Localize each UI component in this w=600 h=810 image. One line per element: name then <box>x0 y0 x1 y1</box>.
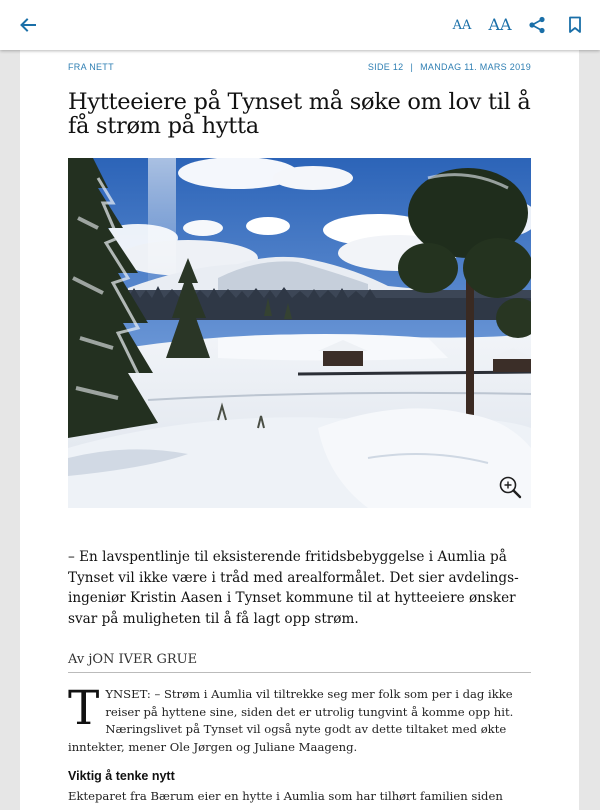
font-small-label: AA <box>452 17 472 33</box>
byline: Av jON IVER GRUE <box>68 652 531 673</box>
section-label: FRA NETT <box>68 62 114 72</box>
font-size-large-icon <box>488 17 511 33</box>
publish-date: MANDAG 11. MARS 2019 <box>420 62 531 72</box>
font-size-small-icon <box>453 19 472 32</box>
article-page <box>20 50 579 810</box>
article-lead: – En lavspentlinje til eksisterende fritidsbebyggelse i Aumlia på Tynset vil ikke være i tråd med arealformålet. Det sier avdelingsingeniør Kristin Aasen i Tynset kommune til at hytteeiere ønsker svar på muligheten til å få lagt opp strøm. <box>68 549 519 627</box>
font-large-label: AA <box>488 15 512 34</box>
meta-separator: | <box>410 62 414 72</box>
page-info <box>368 62 531 72</box>
top-app-bar <box>0 0 600 50</box>
article-headline: Hytteeiere på Tynset må søke om lov til å få strøm på hytta <box>68 89 531 139</box>
article-intro <box>68 681 531 756</box>
drop-cap: T <box>68 681 100 736</box>
zoom-in-icon[interactable] <box>497 474 523 500</box>
article-photo[interactable] <box>68 158 531 508</box>
winter-landscape-image <box>68 158 531 508</box>
decrease-font-size-button[interactable] <box>447 10 477 40</box>
intro-text: YNSET: – Strøm i Aumlia vil tiltrekke seg mer folk som per i dag ikke reiser på hyttene sine, siden det er utrolig tungvint å komme opp hit. Næringslivet på Tynset vil også nyte godt av dette tiltaket med økte inntekter, mener Ole Jørgen og Juliane Maageng. <box>68 687 514 754</box>
share-icon[interactable] <box>522 10 552 40</box>
article-body: Ekteparet fra Bærum eier en hytte i Aumlia som har tilhørt familien siden <box>68 789 503 803</box>
bookmark-icon[interactable] <box>560 10 590 40</box>
page-number: SIDE 12 <box>367 62 404 72</box>
article-subheading: Viktig å tenke nytt <box>68 769 175 783</box>
increase-font-size-button[interactable] <box>485 10 515 40</box>
back-arrow-icon[interactable] <box>13 10 43 40</box>
